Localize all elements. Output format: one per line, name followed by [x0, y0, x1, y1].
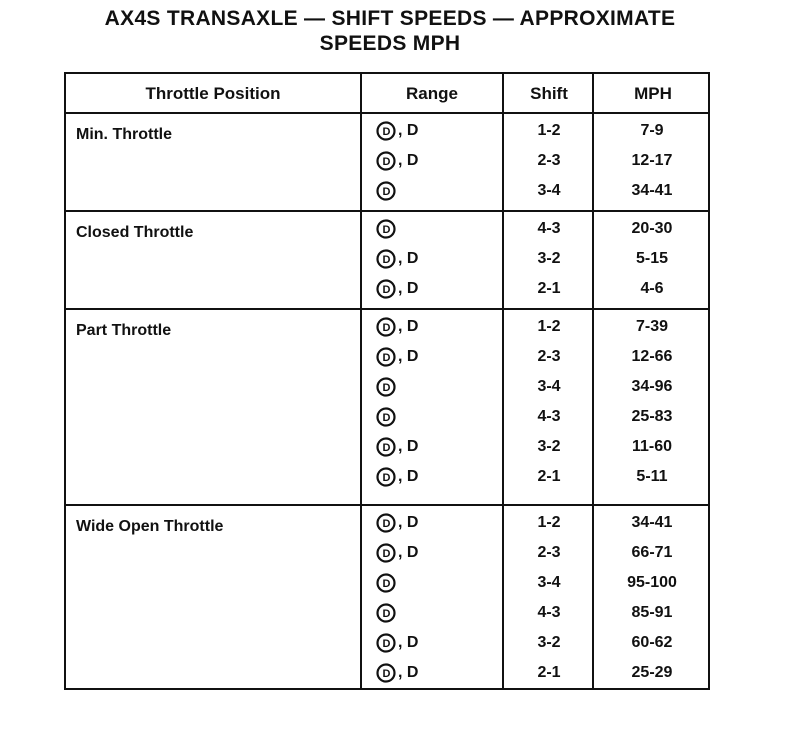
- svg-text:D: D: [382, 382, 391, 395]
- overdrive-d-icon: [376, 181, 396, 201]
- range-suffix: , D: [398, 348, 419, 365]
- range-cell: [376, 658, 418, 688]
- throttle-group: [66, 506, 708, 690]
- shift-cell: 2-3: [537, 152, 561, 169]
- overdrive-d-icon: [376, 573, 396, 593]
- shift-cell: 4-3: [537, 408, 561, 425]
- range-suffix: , D: [398, 664, 419, 681]
- shift-cell: 2-1: [537, 280, 561, 297]
- range-cell: [376, 372, 398, 402]
- document-title: [40, 6, 740, 56]
- column-header-range: Range: [406, 84, 458, 103]
- shift-cell: 3-2: [537, 634, 561, 651]
- range-cell: [376, 244, 418, 274]
- mph-cell: 20-30: [631, 220, 673, 237]
- overdrive-d-icon: [376, 151, 396, 171]
- overdrive-d-icon: [376, 219, 396, 239]
- svg-text:D: D: [382, 668, 391, 681]
- mph-cell: 34-96: [631, 378, 673, 395]
- range-cell: [376, 146, 418, 176]
- overdrive-d-icon: [376, 121, 396, 141]
- svg-text:D: D: [382, 284, 391, 297]
- range-cell: [376, 274, 418, 304]
- mph-cell: 34-41: [631, 514, 673, 531]
- range-cell: [376, 176, 398, 206]
- range-suffix: , D: [398, 468, 419, 485]
- shift-cell: 2-3: [537, 544, 561, 561]
- overdrive-d-icon: [376, 437, 396, 457]
- range-cell: [376, 312, 418, 342]
- table-row: [66, 214, 708, 244]
- overdrive-d-icon: [376, 279, 396, 299]
- shift-cell: 1-2: [537, 122, 561, 139]
- shift-cell: 2-3: [537, 348, 561, 365]
- title-line-1: AX4S TRANSAXLE — SHIFT SPEEDS — APPROXIMATE: [104, 7, 676, 30]
- throttle-position-label: Min. Throttle: [76, 126, 172, 143]
- shift-cell: 3-4: [537, 574, 561, 591]
- shift-cell: 1-2: [537, 514, 561, 531]
- mph-cell: 7-39: [635, 318, 669, 335]
- throttle-position-label: Part Throttle: [76, 322, 172, 339]
- mph-cell: 5-15: [635, 250, 669, 267]
- table-row: [66, 312, 708, 342]
- table-row: [66, 274, 708, 304]
- svg-text:D: D: [382, 224, 391, 237]
- mph-cell: 12-66: [631, 348, 673, 365]
- svg-text:D: D: [382, 254, 391, 267]
- table-row: [66, 176, 708, 206]
- table-row: [66, 568, 708, 598]
- shift-cell: 3-2: [537, 438, 561, 455]
- overdrive-d-icon: [376, 663, 396, 683]
- mph-cell: 95-100: [627, 574, 677, 591]
- overdrive-d-icon: [376, 543, 396, 563]
- overdrive-d-icon: [376, 347, 396, 367]
- svg-text:D: D: [382, 578, 391, 591]
- table-row: [66, 628, 708, 658]
- overdrive-d-icon: [376, 407, 396, 427]
- svg-text:D: D: [382, 608, 391, 621]
- svg-text:D: D: [382, 126, 391, 139]
- range-cell: [376, 116, 418, 146]
- range-cell: [376, 598, 398, 628]
- svg-text:D: D: [382, 548, 391, 561]
- table-row: [66, 508, 708, 538]
- shift-cell: 3-2: [537, 250, 561, 267]
- range-cell: [376, 508, 418, 538]
- mph-cell: 4-6: [640, 280, 664, 297]
- range-suffix: , D: [398, 280, 419, 297]
- shift-cell: 2-1: [537, 664, 561, 681]
- overdrive-d-icon: [376, 513, 396, 533]
- table-row: [66, 462, 708, 492]
- title-line-2: SPEEDS MPH: [319, 32, 461, 55]
- shift-cell: 1-2: [537, 318, 561, 335]
- range-cell: [376, 402, 398, 432]
- shift-cell: 3-4: [537, 182, 561, 199]
- range-cell: [376, 628, 418, 658]
- throttle-position-label: Closed Throttle: [76, 224, 194, 241]
- overdrive-d-icon: [376, 633, 396, 653]
- table-header: [66, 74, 708, 114]
- range-cell: [376, 214, 398, 244]
- range-suffix: , D: [398, 152, 419, 169]
- table-row: [66, 342, 708, 372]
- table-row: [66, 598, 708, 628]
- range-suffix: , D: [398, 250, 419, 267]
- mph-cell: 11-60: [631, 438, 673, 455]
- range-suffix: , D: [398, 318, 419, 335]
- throttle-group: [66, 212, 708, 310]
- shift-cell: 4-3: [537, 220, 561, 237]
- overdrive-d-icon: [376, 377, 396, 397]
- mph-cell: 60-62: [631, 634, 673, 651]
- table-row: [66, 402, 708, 432]
- range-suffix: , D: [398, 122, 419, 139]
- table-row: [66, 658, 708, 688]
- range-suffix: , D: [398, 438, 419, 455]
- shift-cell: 2-1: [537, 468, 561, 485]
- shift-speeds-table: [64, 72, 710, 690]
- table-row: [66, 244, 708, 274]
- svg-text:D: D: [382, 412, 391, 425]
- column-header-throttle-position: Throttle Position: [145, 84, 281, 103]
- range-cell: [376, 568, 398, 598]
- throttle-position-label: Wide Open Throttle: [76, 518, 224, 535]
- table-row: [66, 432, 708, 462]
- throttle-group: [66, 310, 708, 506]
- svg-text:D: D: [382, 472, 391, 485]
- table-row: [66, 538, 708, 568]
- svg-text:D: D: [382, 156, 391, 169]
- throttle-group: [66, 114, 708, 212]
- shift-cell: 3-4: [537, 378, 561, 395]
- range-cell: [376, 342, 418, 372]
- range-cell: [376, 432, 418, 462]
- range-cell: [376, 538, 418, 568]
- svg-text:D: D: [382, 518, 391, 531]
- mph-cell: 66-71: [631, 544, 673, 561]
- mph-cell: 25-83: [631, 408, 673, 425]
- svg-text:D: D: [382, 322, 391, 335]
- mph-cell: 7-9: [640, 122, 664, 139]
- table-row: [66, 146, 708, 176]
- column-header-shift: Shift: [530, 84, 568, 103]
- column-header-mph: MPH: [634, 84, 672, 103]
- mph-cell: 25-29: [631, 664, 673, 681]
- range-cell: [376, 462, 418, 492]
- mph-cell: 12-17: [631, 152, 673, 169]
- mph-cell: 34-41: [631, 182, 673, 199]
- overdrive-d-icon: [376, 603, 396, 623]
- svg-text:D: D: [382, 638, 391, 651]
- svg-text:D: D: [382, 352, 391, 365]
- table-row: [66, 372, 708, 402]
- shift-cell: 4-3: [537, 604, 561, 621]
- svg-text:D: D: [382, 442, 391, 455]
- range-suffix: , D: [398, 514, 419, 531]
- mph-cell: 85-91: [631, 604, 673, 621]
- svg-text:D: D: [382, 186, 391, 199]
- table-row: [66, 116, 708, 146]
- mph-cell: 5-11: [636, 468, 668, 485]
- range-suffix: , D: [398, 634, 419, 651]
- overdrive-d-icon: [376, 249, 396, 269]
- range-suffix: , D: [398, 544, 419, 561]
- overdrive-d-icon: [376, 317, 396, 337]
- overdrive-d-icon: [376, 467, 396, 487]
